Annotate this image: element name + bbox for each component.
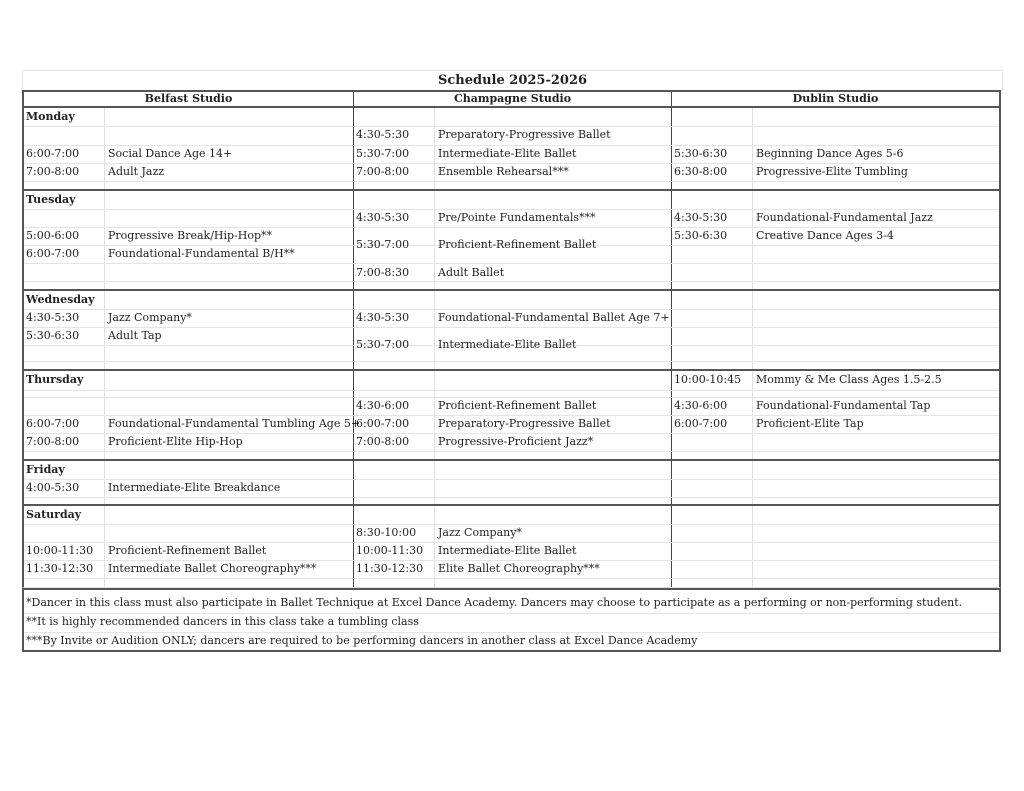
class-name: Elite Ballet Choreography*** xyxy=(438,562,600,575)
class-time: 7:00-8:00 xyxy=(356,435,410,448)
schedule-title: Schedule 2025-2026 xyxy=(22,70,1003,91)
class-time: 6:30-8:00 xyxy=(674,165,728,178)
class-time: 5:30-6:30 xyxy=(674,229,728,242)
class-name: Adult Jazz xyxy=(108,165,165,178)
day-block-tuesday xyxy=(22,191,1001,291)
day-block-monday xyxy=(22,108,1001,191)
class-name: Foundational-Fundamental Tumbling Age 5+ xyxy=(108,417,361,430)
class-time: 8:30-10:00 xyxy=(356,526,417,539)
class-name: Social Dance Age 14+ xyxy=(108,147,233,160)
class-name: Progressive-Elite Tumbling xyxy=(756,165,908,178)
class-time: 7:00-8:30 xyxy=(356,266,410,279)
day-label-monday: Monday xyxy=(26,110,75,123)
class-time: 4:30-6:00 xyxy=(674,399,728,412)
class-time: 5:30-6:30 xyxy=(674,147,728,160)
footnote-triple-asterisk: ***By Invite or Audition ONLY; dancers are required to be performing dancers in another class at Excel Dance Academy xyxy=(26,634,698,647)
class-name: Mommy & Me Class Ages 1.5-2.5 xyxy=(756,373,942,386)
class-name: Progressive Break/Hip-Hop** xyxy=(108,229,273,242)
header-belfast-studio: Belfast Studio xyxy=(144,92,233,105)
class-name: Preparatory-Progressive Ballet xyxy=(438,128,611,141)
class-name: Intermediate-Elite Ballet xyxy=(438,338,577,351)
class-time: 6:00-7:00 xyxy=(26,247,80,260)
class-name: Proficient-Elite Tap xyxy=(756,417,864,430)
class-time: 4:30-5:30 xyxy=(356,128,410,141)
day-label-thursday: Thursday xyxy=(26,373,84,386)
class-name: Proficient-Refinement Ballet xyxy=(108,544,267,557)
class-time: 11:30-12:30 xyxy=(26,562,94,575)
day-block-friday xyxy=(22,461,1001,506)
class-time: 7:00-8:00 xyxy=(356,165,410,178)
class-name: Intermediate-Elite Ballet xyxy=(438,147,577,160)
class-time: 4:00-5:30 xyxy=(26,481,80,494)
class-time: 4:30-5:30 xyxy=(356,211,410,224)
class-name: Proficient-Refinement Ballet xyxy=(438,238,597,251)
class-time: 11:30-12:30 xyxy=(356,562,424,575)
class-time: 5:30-6:30 xyxy=(26,329,80,342)
class-time: 7:00-8:00 xyxy=(26,435,80,448)
class-time: 5:30-7:00 xyxy=(356,238,410,251)
class-time: 5:00-6:00 xyxy=(26,229,80,242)
class-time: 10:00-11:30 xyxy=(356,544,424,557)
class-name: Foundational-Fundamental Ballet Age 7+ xyxy=(438,311,670,324)
footnote-single-asterisk: *Dancer in this class must also participate in Ballet Technique at Excel Dance Academy. Dancers may choose to participate as a performing or non-performing student. xyxy=(26,596,963,609)
day-block-wednesday xyxy=(22,291,1001,371)
class-name: Foundational-Fundamental Tap xyxy=(756,399,931,412)
class-name: Preparatory-Progressive Ballet xyxy=(438,417,611,430)
class-name: Beginning Dance Ages 5-6 xyxy=(756,147,904,160)
class-time: 6:00-7:00 xyxy=(674,417,728,430)
class-name: Jazz Company* xyxy=(438,526,522,539)
class-name: Creative Dance Ages 3-4 xyxy=(756,229,894,242)
class-time: 10:00-10:45 xyxy=(674,373,742,386)
class-name: Progressive-Proficient Jazz* xyxy=(438,435,594,448)
class-name: Foundational-Fundamental B/H** xyxy=(108,247,295,260)
class-name: Intermediate Ballet Choreography*** xyxy=(108,562,317,575)
header-dublin-studio: Dublin Studio xyxy=(792,92,879,105)
header-champagne-studio: Champagne Studio xyxy=(453,92,572,105)
class-name: Adult Ballet xyxy=(438,266,505,279)
class-name: Proficient-Refinement Ballet xyxy=(438,399,597,412)
class-name: Proficient-Elite Hip-Hop xyxy=(108,435,243,448)
footnotes-section xyxy=(22,588,1001,652)
class-name: Jazz Company* xyxy=(108,311,192,324)
class-time: 4:30-6:00 xyxy=(356,399,410,412)
class-time: 4:30-5:30 xyxy=(26,311,80,324)
class-time: 5:30-7:00 xyxy=(356,338,410,351)
footnote-double-asterisk: **It is highly recommended dancers in this class take a tumbling class xyxy=(26,615,419,628)
class-name: Intermediate-Elite Breakdance xyxy=(108,481,281,494)
class-time: 6:00-7:00 xyxy=(26,147,80,160)
day-block-saturday xyxy=(22,506,1001,588)
day-label-friday: Friday xyxy=(26,463,65,476)
class-time: 7:00-8:00 xyxy=(26,165,80,178)
class-time: 10:00-11:30 xyxy=(26,544,94,557)
class-name: Adult Tap xyxy=(108,329,162,342)
class-time: 6:00-7:00 xyxy=(356,417,410,430)
class-name: Foundational-Fundamental Jazz xyxy=(756,211,933,224)
day-label-tuesday: Tuesday xyxy=(26,193,76,206)
class-time: 4:30-5:30 xyxy=(356,311,410,324)
class-name: Pre/Pointe Fundamentals*** xyxy=(438,211,596,224)
class-time: 6:00-7:00 xyxy=(26,417,80,430)
class-name: Ensemble Rehearsal*** xyxy=(438,165,569,178)
day-block-thursday xyxy=(22,371,1001,461)
class-time: 4:30-5:30 xyxy=(674,211,728,224)
class-time: 5:30-7:00 xyxy=(356,147,410,160)
day-label-saturday: Saturday xyxy=(26,508,82,521)
day-label-wednesday: Wednesday xyxy=(26,293,95,306)
class-name: Intermediate-Elite Ballet xyxy=(438,544,577,557)
studio-header-row xyxy=(22,90,1001,108)
